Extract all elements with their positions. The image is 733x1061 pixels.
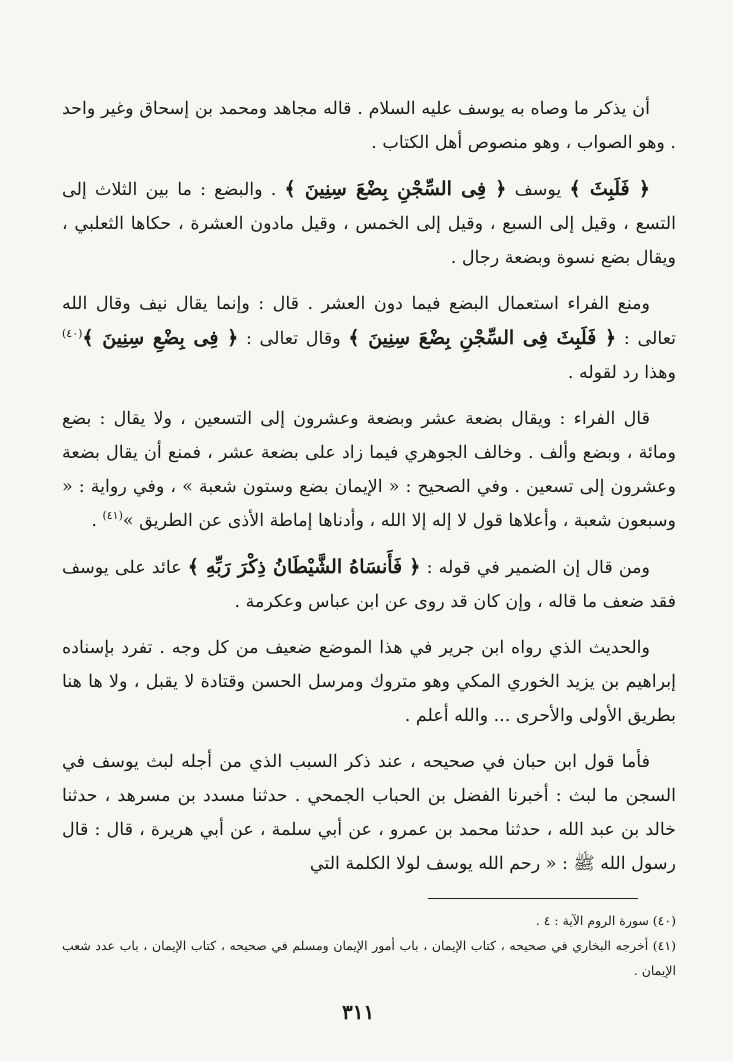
paragraph: [62, 402, 676, 538]
main-text: [62, 92, 676, 893]
paragraph-text: أن يذكر ما وصاه به يوسف عليه السلام . قاله مجاهد ومحمد بن إسحاق وغير واحد . وهو الصواب ، وهو منصوص أهل الكتاب .: [62, 99, 676, 153]
footnote-separator: [428, 898, 638, 899]
paragraph: [62, 172, 676, 275]
paragraph-text: .: [91, 511, 103, 531]
paragraph: [62, 287, 676, 390]
paragraph-text: يوسف: [506, 180, 570, 200]
paragraph-text: عائد على يوسف فقد ضعف ما قاله ، وإن كان قد روى عن ابن عباس وعكرمة .: [62, 558, 676, 612]
paragraph-text: وهذا رد لقوله .: [567, 363, 676, 383]
paragraph: [62, 631, 676, 733]
paragraph-text: قال الفراء : ويقال بضعة عشر وبضعة وعشرون إلى التسعين ، ولا يقال : بضع ومائة ، وبضع وألف . وخالف الجوهري فيما زاد على بضعة عشر ، فمنع أن يقال بضعة وعشرون إلى تسعين . وفي الصحيح : « الإيمان بضع وستون شعبة » ، وفي رواية : « وسبعون شعبة ، وأعلاها قول لا إله إلا الله ، وأدناها إماطة الأذى عن الطريق »: [62, 409, 676, 531]
paragraph-text: وقال تعالى :: [238, 329, 349, 349]
quran-verse: ﴿ فِى السِّجْنِ بِضْعَ سِنِينَ ﴾: [284, 178, 507, 200]
paragraph-text: فأما قول ابن حبان في صحيحه ، عند ذكر السبب الذي من أجله لبث يوسف في السجن ما لبث : أخبرنا الفضل بن الحباب الجمحي . حدثنا مسدد بن مسرهد ، حدثنا خالد بن عبد الله ، حدثنا محمد بن عمرو ، عن أبي سلمة ، عن أبي هريرة ، قال : قال رسول الله ﷺ : « رحم الله يوسف لولا الكلمة التي: [62, 752, 676, 874]
footnotes: [62, 908, 676, 983]
quran-verse: ﴿ فَلَبِثَ فِى السِّجْنِ بِضْعَ سِنِينَ ﴾: [348, 327, 617, 349]
paragraph-text: والحديث الذي رواه ابن جرير في هذا الموضع ضعيف من كل وجه . تفرد بإسناده إبراهيم بن يزيد الخوري المكي وهو متروك ومرسل الحسن وقتادة لا يقبل ، ولا ها هنا بطريق الأولى والأحرى ... والله أعلم .: [62, 638, 676, 726]
paragraph: [62, 745, 676, 881]
quran-verse: ﴿ فَأَنسَاهُ الشَّيْطَانُ ذِكْرَ رَبِّهِ ﴾: [187, 556, 421, 578]
page-number: ٣١١: [342, 1000, 375, 1024]
paragraph: [62, 92, 676, 160]
quran-verse: ﴿ فَلَبِثَ ﴾: [569, 178, 650, 200]
quran-verse: ﴿ فِى بِضْعِ سِنِينَ ﴾: [82, 327, 239, 349]
footnote: (٤١) أخرجه البخاري في صحيحه ، كتاب الإيمان ، باب أمور الإيمان ومسلم في صحيحه ، كتاب الإيمان ، باب عدد شعب الإيمان .: [62, 938, 676, 978]
paragraph-text: ومن قال إن الضمير في قوله :: [420, 558, 650, 578]
paragraph: [62, 550, 676, 619]
footnote: (٤٠) سورة الروم الآية : ٤ .: [535, 913, 676, 928]
footnote-reference: (٤١): [102, 509, 123, 523]
paragraph-text: . والبضع : ما بين الثلاث إلى التسع ، وقيل إلى السبع ، وقيل إلى الخمس ، وقيل مادون العشرة ، حكاها الثعلبي ، ويقال بضع نسوة وبضعة رجال .: [62, 180, 676, 268]
paragraph-text: ومنع الفراء استعمال البضع فيما دون العشر . قال : وإنما يقال نيف وقال الله تعالى :: [62, 294, 677, 349]
footnote-reference: (٤٠): [62, 327, 83, 341]
